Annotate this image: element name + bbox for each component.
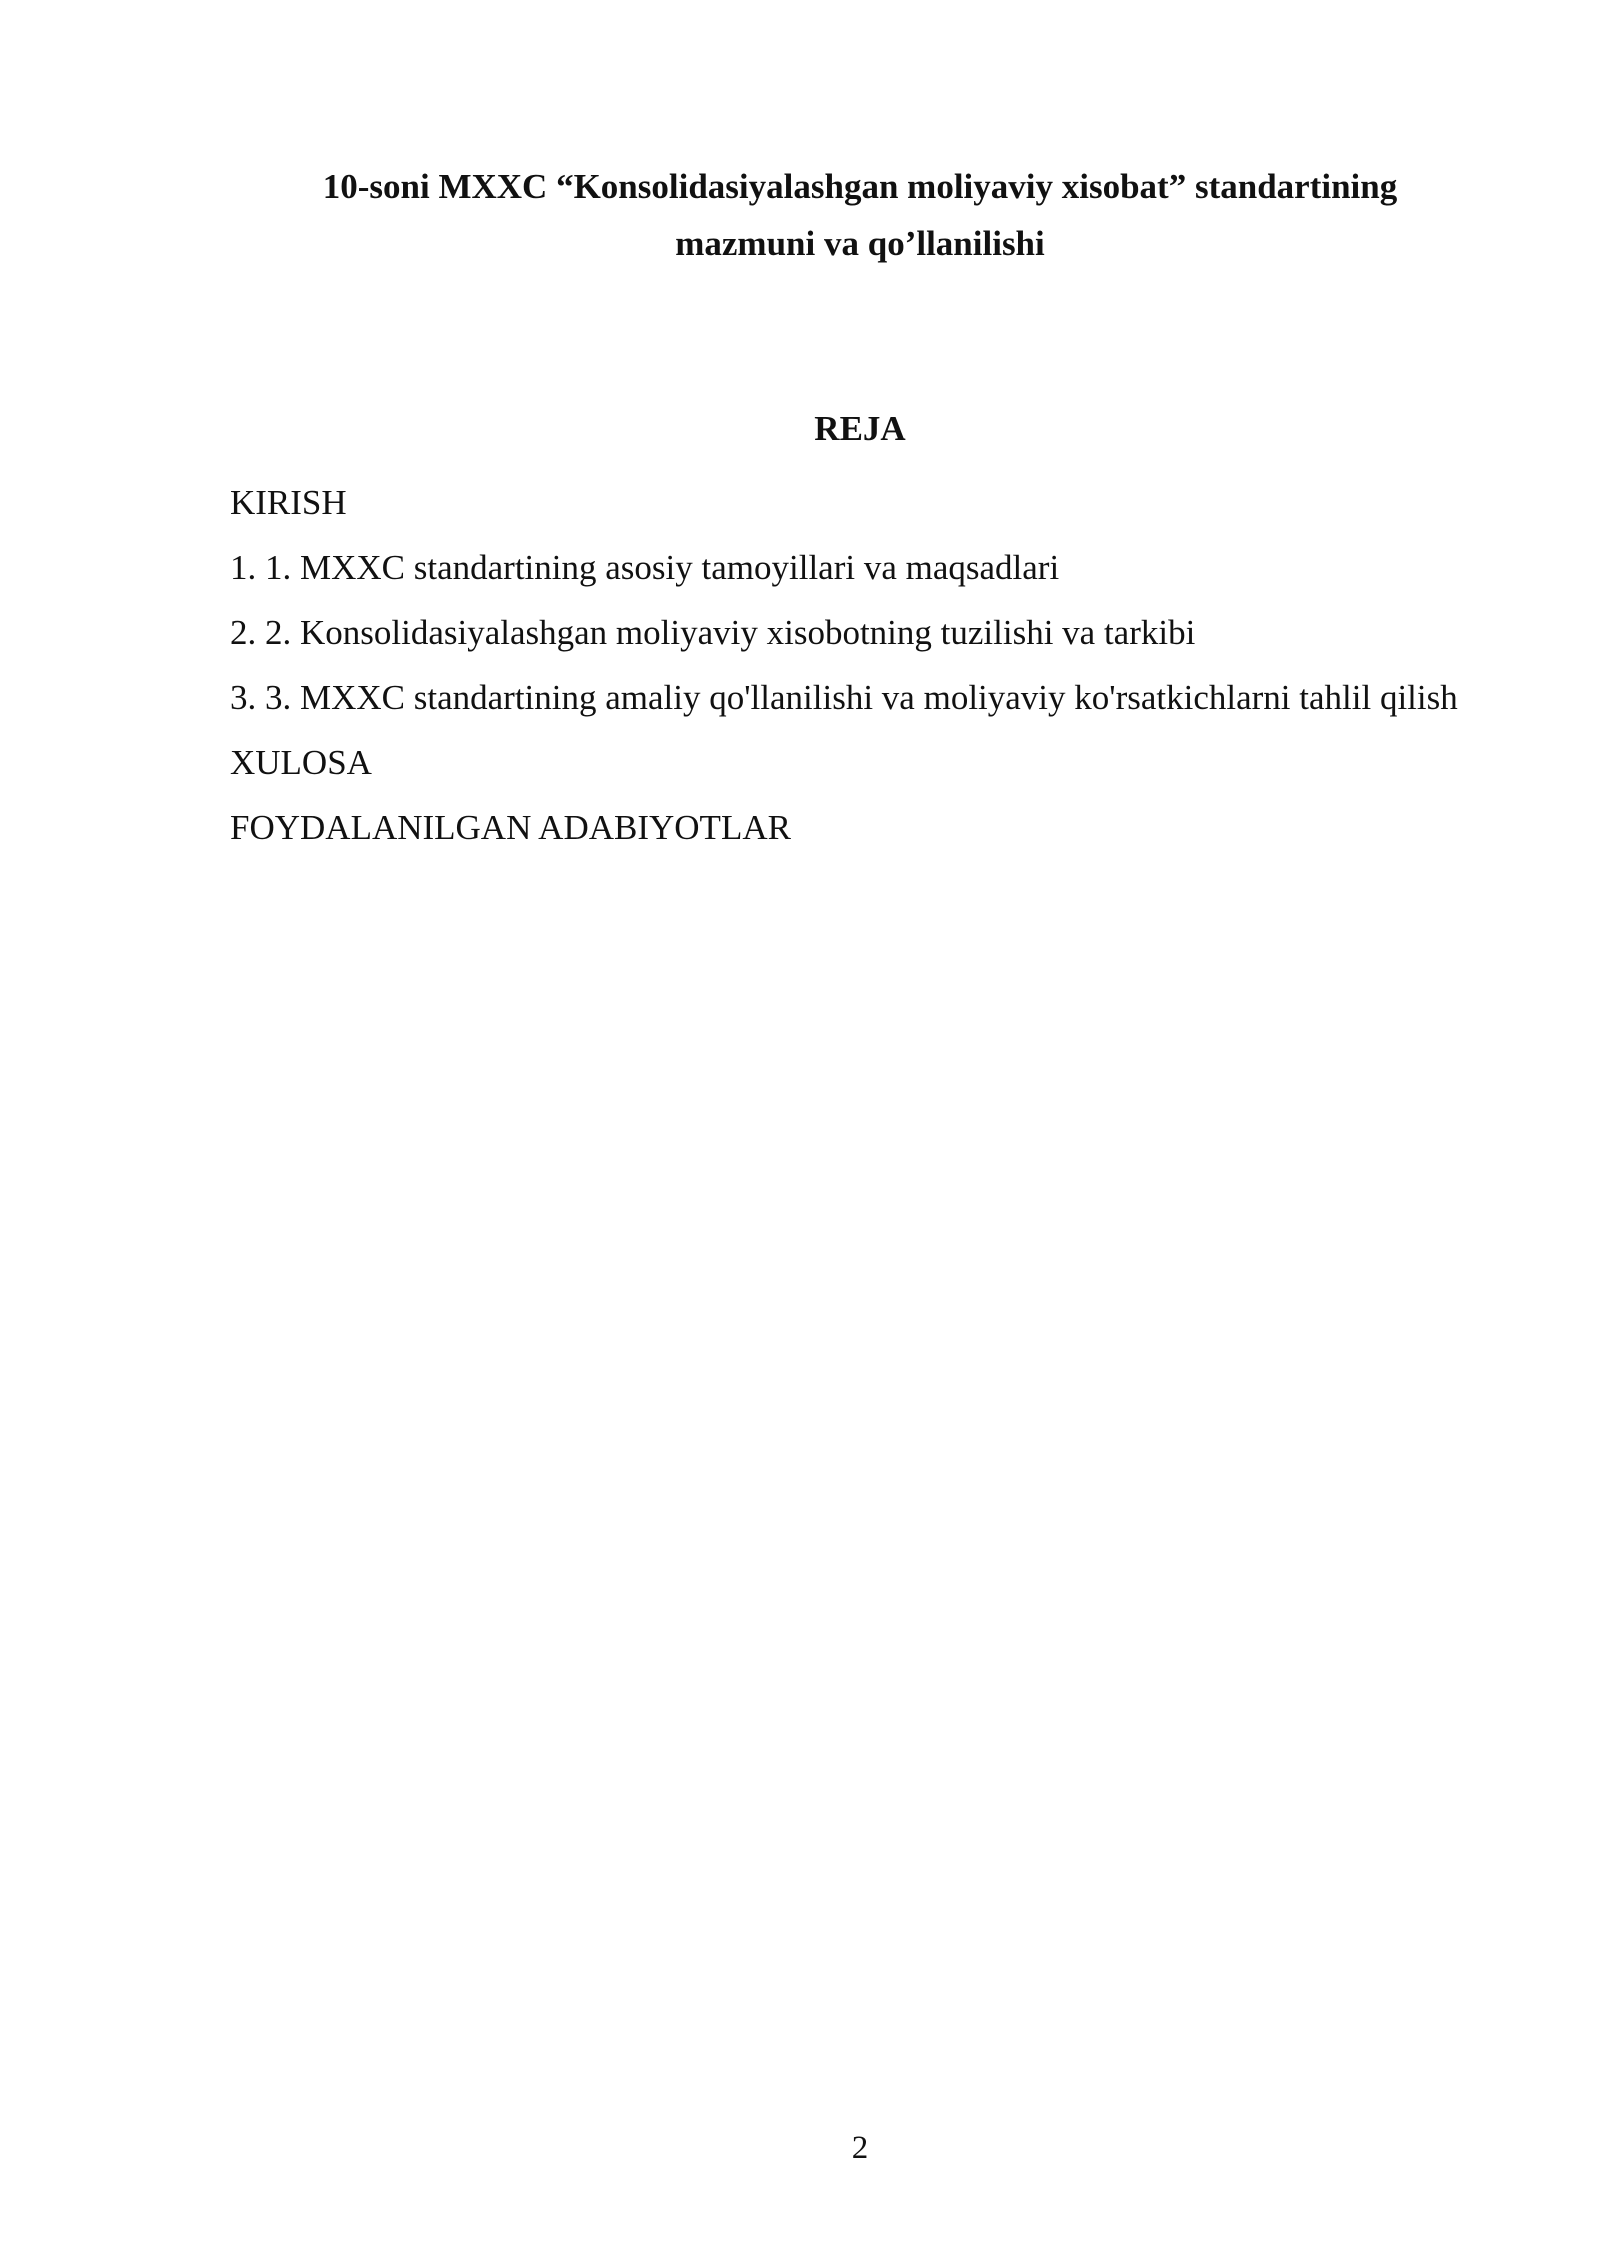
plan-list: [230, 474, 1470, 864]
plan-item-references: FOYDALANILGAN ADABIYOTLAR: [230, 808, 791, 847]
plan-item-2: 2. 2. Konsolidasiyalashgan moliyaviy xisobotning tuzilishi va tarkibi: [230, 613, 1196, 652]
plan-item-conclusion: XULOSA: [230, 743, 372, 782]
plan-heading: REJA: [814, 409, 906, 448]
plan-item-3: 3. 3. MXXC standartining amaliy qo'llanilishi va moliyaviy ko'rsatkichlarni tahlil qilish: [230, 678, 1458, 717]
plan-item-1: 1. 1. MXXC standartining asosiy tamoyillari va maqsadlari: [230, 548, 1060, 587]
page-number: 2: [851, 2130, 869, 2166]
document-title: 10-soni MXXC “Konsolidasiyalashgan moliyaviy xisobat” standartining mazmuni va qo’llanilishi: [322, 167, 1398, 263]
plan-item-introduction: KIRISH: [230, 483, 347, 522]
